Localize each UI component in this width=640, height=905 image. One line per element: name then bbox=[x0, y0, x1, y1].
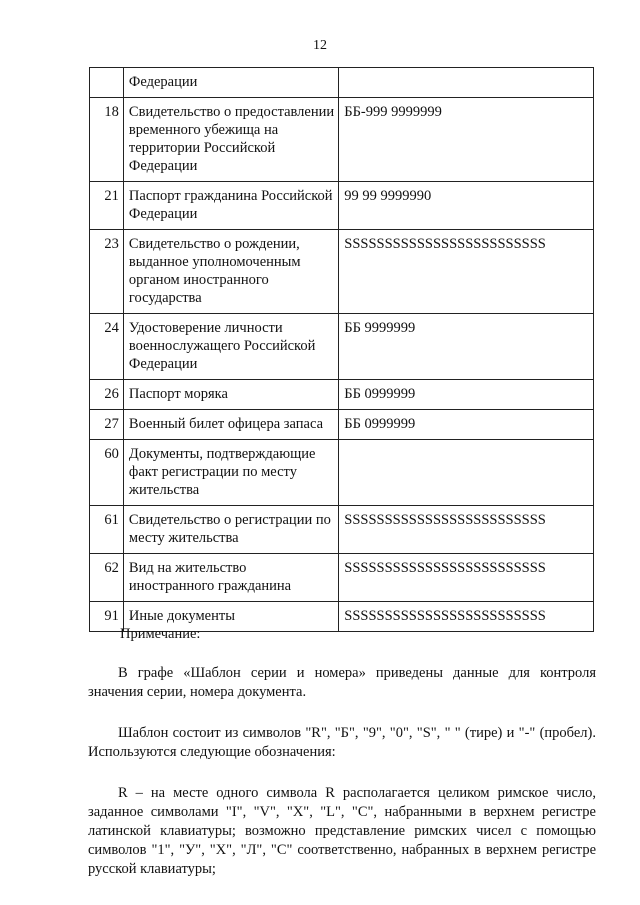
row-template: SSSSSSSSSSSSSSSSSSSSSSSSS bbox=[339, 506, 594, 554]
row-code: 62 bbox=[90, 554, 124, 602]
row-code: 91 bbox=[90, 602, 124, 632]
row-template: SSSSSSSSSSSSSSSSSSSSSSSSS bbox=[339, 230, 594, 314]
row-template bbox=[339, 440, 594, 506]
notes-paragraph: В графе «Шаблон серии и номера» приведены данные для контроля значения серии, номера документа. bbox=[88, 665, 596, 700]
row-code: 21 bbox=[90, 182, 124, 230]
row-code: 60 bbox=[90, 440, 124, 506]
row-code bbox=[90, 68, 124, 98]
row-code: 61 bbox=[90, 506, 124, 554]
table-row bbox=[90, 98, 594, 182]
document-types-table bbox=[89, 67, 594, 632]
row-document-name: Паспорт моряка bbox=[123, 380, 338, 410]
row-document-name: Удостоверение личности военнослужащего Российской Федерации bbox=[123, 314, 338, 380]
notes-title: Примечание: bbox=[120, 626, 201, 642]
table-row bbox=[90, 230, 594, 314]
table-body bbox=[90, 68, 594, 632]
row-document-name: Свидетельство о рождении, выданное уполномоченным органом иностранного государства bbox=[123, 230, 338, 314]
table-row bbox=[90, 380, 594, 410]
row-code: 18 bbox=[90, 98, 124, 182]
row-template: SSSSSSSSSSSSSSSSSSSSSSSSS bbox=[339, 554, 594, 602]
row-template: SSSSSSSSSSSSSSSSSSSSSSSSS bbox=[339, 602, 594, 632]
table-row bbox=[90, 554, 594, 602]
row-code: 26 bbox=[90, 380, 124, 410]
row-document-name: Свидетельство о предоставлении временного убежища на территории Российской Федерации bbox=[123, 98, 338, 182]
table-row bbox=[90, 440, 594, 506]
row-template: 99 99 9999990 bbox=[339, 182, 594, 230]
row-document-name: Иные документы bbox=[123, 602, 338, 632]
row-code: 24 bbox=[90, 314, 124, 380]
row-document-name: Вид на жительство иностранного гражданина bbox=[123, 554, 338, 602]
page-number: 12 bbox=[313, 38, 327, 53]
row-template: ББ 0999999 bbox=[339, 380, 594, 410]
row-document-name: Документы, подтверждающие факт регистрации по месту жительства bbox=[123, 440, 338, 506]
notes-section bbox=[88, 625, 596, 879]
row-document-name: Федерации bbox=[123, 68, 338, 98]
notes-paragraph: Шаблон состоит из символов "R", "Б", "9", "0", "S", " " (тире) и "-" (пробел). Используются следующие обозначения: bbox=[88, 725, 596, 760]
row-code: 23 bbox=[90, 230, 124, 314]
notes-paragraph: R – на месте одного символа R располагается целиком римское число, заданное символами "I", "V", "X", "L", "C", набранными в верхнем регистре латинской клавиатуры; возможно представление римских чисел с помощью символов "1", "У", "Х", "Л", "С" соответственно, набранных в верхнем регистре русской клавиатуры; bbox=[88, 785, 596, 877]
table-row bbox=[90, 410, 594, 440]
row-template: ББ-999 9999999 bbox=[339, 98, 594, 182]
row-document-name: Паспорт гражданина Российской Федерации bbox=[123, 182, 338, 230]
table-row bbox=[90, 68, 594, 98]
row-template: ББ 0999999 bbox=[339, 410, 594, 440]
table-row bbox=[90, 182, 594, 230]
row-code: 27 bbox=[90, 410, 124, 440]
row-template bbox=[339, 68, 594, 98]
table-row bbox=[90, 314, 594, 380]
row-document-name: Военный билет офицера запаса bbox=[123, 410, 338, 440]
row-document-name: Свидетельство о регистрации по месту жительства bbox=[123, 506, 338, 554]
row-template: ББ 9999999 bbox=[339, 314, 594, 380]
table-row bbox=[90, 506, 594, 554]
